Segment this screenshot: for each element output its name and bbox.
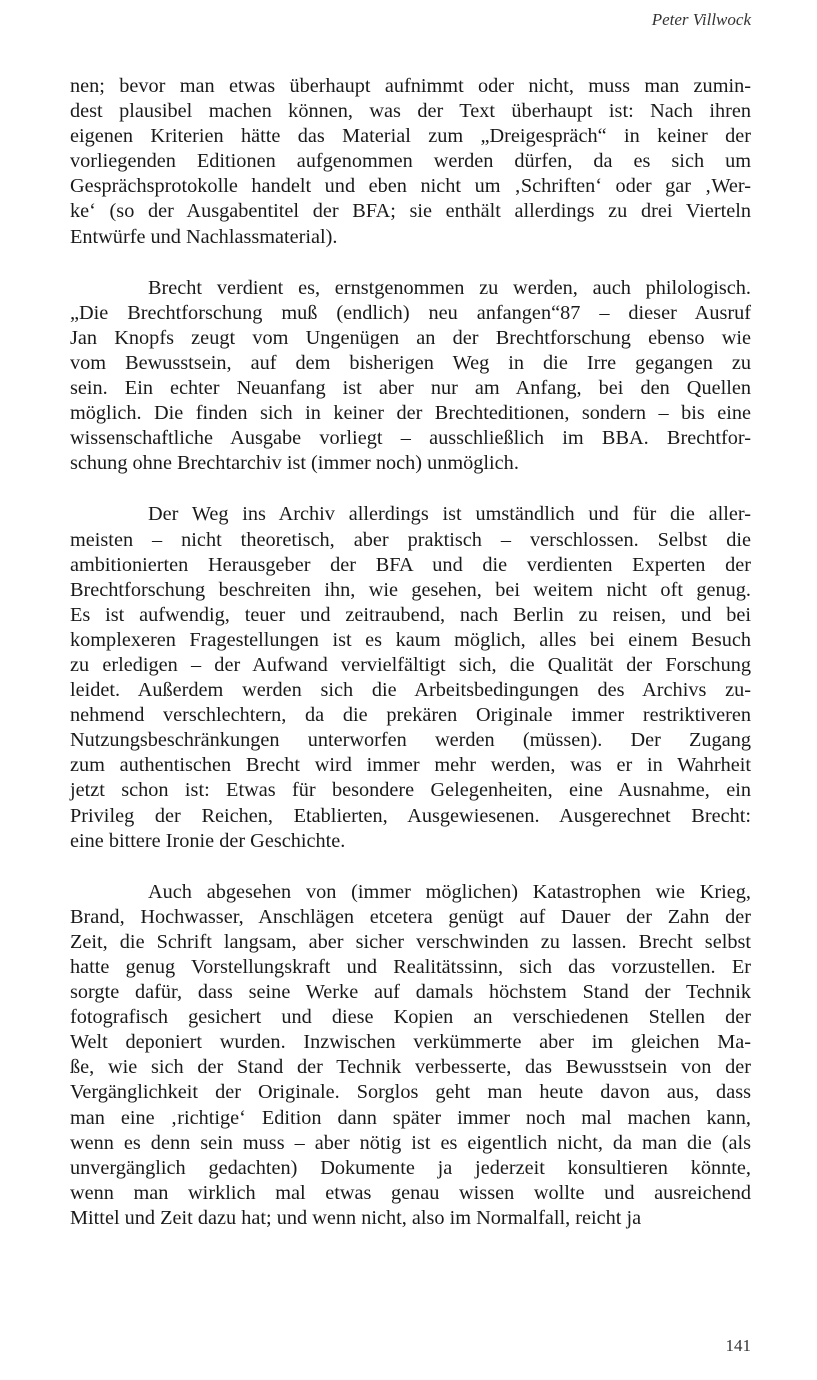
text-line: nen; bevor man etwas überhaupt aufnimmt oder nicht, muss man zumin- (70, 75, 751, 97)
text-line: jetzt schon ist: Etwas für besondere Gelegenheiten, eine Ausnahme, ein (70, 779, 751, 802)
text-line: hatte genug Vorstellungskraft und Realitätssinn, sich das vorzustellen. Er (70, 956, 751, 978)
text-line: ße, wie sich der Stand der Technik verbesserte, das Bewusstsein von der (70, 1056, 751, 1079)
text-line: Mittel und Zeit dazu hat; und wenn nicht, also im Normalfall, reicht ja (70, 1206, 642, 1229)
text-line: sein. Ein echter Neuanfang ist aber nur am Anfang, bei den Quellen (70, 377, 751, 400)
text-line: komplexeren Fragestellungen ist es kaum möglich, alles bei einem Besuch (70, 628, 751, 651)
text-line: Auch abgesehen von (immer möglichen) Katastrophen wie Krieg, (148, 880, 751, 903)
text-line: wenn es denn sein muss – aber nötig ist es eigentlich nicht, da man die (als (70, 1131, 751, 1154)
body-text (70, 74, 751, 1257)
text-line: Gesprächsprotokolle handelt und eben nicht um ‚Schriften‘ oder gar ‚Wer- (70, 175, 751, 198)
text-line: Entwürfe und Nachlassmaterial). (70, 225, 338, 248)
text-line: dest plausibel machen können, was der Text überhaupt ist: Nach ihren (70, 100, 751, 123)
text-line: Brecht verdient es, ernstgenommen zu werden, auch philologisch. (148, 276, 751, 299)
text-line: nehmend verschlechtern, da die prekären Originale immer restriktiveren (70, 704, 751, 727)
text-line: wenn man wirklich mal etwas genau wissen wollte und ausreichend (70, 1181, 751, 1204)
text-line: Brechtforschung beschreiten ihn, wie gesehen, bei weitem nicht oft genug. (70, 578, 751, 601)
text-line: ambitionierten Herausgeber der BFA und die verdienten Experten der (70, 553, 751, 576)
paragraph (70, 502, 751, 853)
running-head-author: Peter Villwock (651, 10, 751, 29)
text-line: Der Weg ins Archiv allerdings ist umständlich und für die aller- (148, 503, 751, 526)
text-line: Nutzungsbeschränkungen unterworfen werden (müssen). Der Zugang (70, 729, 751, 752)
paragraph (70, 880, 751, 1231)
text-line: man eine ‚richtige‘ Edition dann später immer noch mal machen kann, (70, 1106, 751, 1129)
text-line: schung ohne Brechtarchiv ist (immer noch) unmöglich. (70, 452, 519, 475)
page-number: 141 (725, 1336, 751, 1355)
text-line: wissenschaftliche Ausgabe vorliegt – ausschließlich im BBA. Brechtfor- (70, 427, 751, 450)
paragraph (70, 276, 751, 477)
text-line: meisten – nicht theoretisch, aber praktisch – verschlossen. Selbst die (70, 528, 751, 551)
text-line: vorliegenden Editionen aufgenommen werden dürfen, da es sich um (70, 150, 751, 173)
text-line: zum authentischen Brecht wird immer mehr werden, was er in Wahrheit (70, 754, 751, 777)
paragraph (70, 74, 751, 250)
text-line: Es ist aufwendig, teuer und zeitraubend, nach Berlin zu reisen, und bei (70, 603, 751, 626)
text-line: unvergänglich gedachten) Dokumente ja jederzeit konsultieren könnte, (70, 1156, 751, 1179)
text-line: Jan Knopfs zeugt vom Ungenügen an der Brechtforschung ebenso wie (70, 326, 751, 349)
text-line: leidet. Außerdem werden sich die Arbeitsbedingungen des Archivs zu- (70, 679, 751, 702)
text-line: eine bittere Ironie der Geschichte. (70, 829, 346, 852)
text-line: Privileg der Reichen, Etablierten, Ausgewiesenen. Ausgerechnet Brecht: (70, 804, 751, 827)
text-line: sorgte dafür, dass seine Werke auf damals höchstem Stand der Technik (70, 981, 751, 1004)
text-line: Brand, Hochwasser, Anschlägen etcetera genügt auf Dauer der Zahn der (70, 905, 751, 928)
text-line: Vergänglichkeit der Originale. Sorglos geht man heute davon aus, dass (70, 1081, 751, 1104)
text-line: eigenen Kriterien hätte das Material zum „Dreigespräch“ in keiner der (70, 125, 751, 148)
text-line: Zeit, die Schrift langsam, aber sicher verschwinden zu lassen. Brecht selbst (70, 930, 751, 953)
text-line: möglich. Die finden sich in keiner der Brechteditionen, sondern – bis eine (70, 402, 751, 425)
text-line: vom Bewusstsein, auf dem bisherigen Weg in die Irre gegangen zu (70, 351, 751, 374)
text-line: fotografisch gesichert und diese Kopien an verschiedenen Stellen der (70, 1006, 751, 1029)
text-line: Welt deponiert wurden. Inzwischen verkümmerte aber im gleichen Ma- (70, 1031, 751, 1054)
text-line: „Die Brechtforschung muß (endlich) neu anfangen“87 – dieser Ausruf (70, 301, 751, 324)
text-line: zu erledigen – der Aufwand vervielfältigt sich, die Qualität der Forschung (70, 653, 751, 676)
text-line: ke‘ (so der Ausgabentitel der BFA; sie enthält allerdings zu drei Vierteln (70, 200, 751, 223)
